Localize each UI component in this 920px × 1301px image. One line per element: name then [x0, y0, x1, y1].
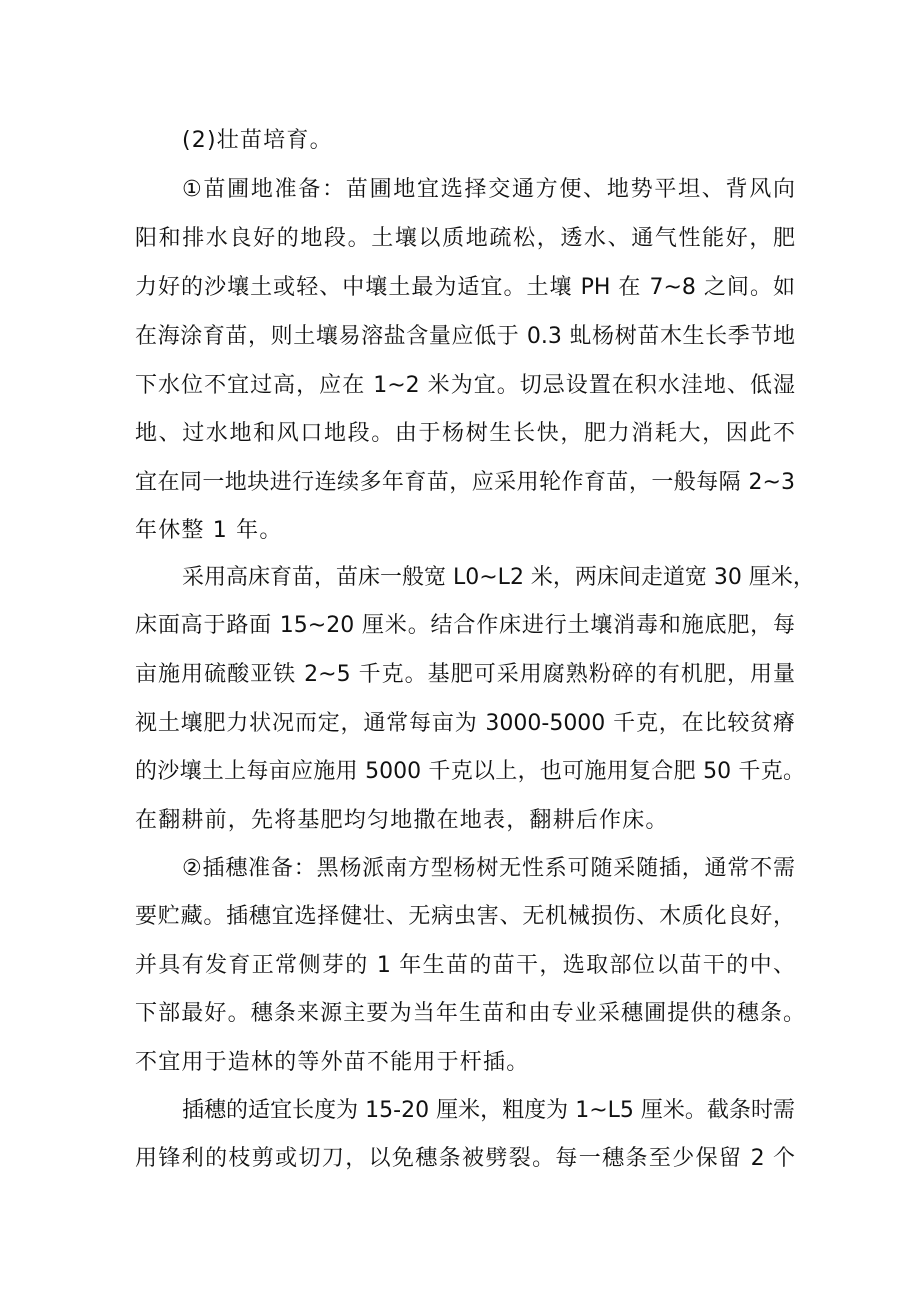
paragraph-line: 下部最好。穗条来源主要为当年生苗和由专业采穗圃提供的穗条。 — [135, 1001, 805, 1026]
paragraph-line: 年休整 1 年。 — [135, 518, 283, 543]
paragraph-line: ②插穗准备：黑杨派南方型杨树无性系可随采随插，通常不需 — [182, 856, 795, 881]
paragraph-line: 在翻耕前，先将基肥均匀地撒在地表，翻耕后作床。 — [135, 808, 669, 833]
paragraph-line: 的沙壤土上每亩应施用 5000 千克以上，也可施用复合肥 50 千克。 — [135, 759, 805, 784]
paragraph-line: 地、过水地和风口地段。由于杨树生长快，肥力消耗大，因此不 — [135, 421, 795, 446]
paragraph-line: 并具有发育正常侧芽的 1 年生苗的苗干，选取部位以苗干的中、 — [135, 953, 795, 978]
paragraph-line: 床面高于路面 15~20 厘米。结合作床进行土壤消毒和施底肥，每 — [135, 613, 795, 638]
paragraph-line: 在海涂育苗，则土壤易溶盐含量应低于 0.3 虬杨树苗木生长季节地 — [135, 324, 795, 349]
paragraph-line: 插穗的适宜长度为 15-20 厘米，粗度为 1~L5 厘米。截条时需 — [182, 1098, 795, 1123]
paragraph-line: 下水位不宜过高，应在 1~2 米为宜。切忌设置在积水洼地、低湿 — [135, 373, 795, 398]
paragraph-line: 采用高床育苗，苗床一般宽 L0~L2 米，两床间走道宽 30 厘米， — [182, 565, 815, 590]
paragraph-line: 力好的沙壤土或轻、中壤土最为适宜。土壤 PH 在 7~8 之间。如 — [135, 275, 795, 300]
paragraph-line: 视土壤肥力状况而定，通常每亩为 3000-5000 千克，在比较贫瘠 — [135, 711, 795, 736]
section-heading: (2)壮苗培育。 — [182, 128, 333, 153]
paragraph-line: ①苗圃地准备：苗圃地宜选择交通方便、地势平坦、背风向 — [182, 177, 795, 202]
paragraph-line: 不宜用于造林的等外苗不能用于杆插。 — [135, 1050, 530, 1075]
paragraph-line: 要贮藏。插穗宜选择健壮、无病虫害、无机械损伤、木质化良好， — [135, 904, 795, 929]
paragraph-line: 用锋利的枝剪或切刀，以免穗条被劈裂。每一穗条至少保留 2 个 — [135, 1146, 795, 1171]
paragraph-line: 阳和排水良好的地段。土壤以质地疏松，透水、通气性能好，肥 — [135, 226, 795, 251]
paragraph-line: 宜在同一地块进行连续多年育苗，应采用轮作育苗，一般每隔 2~3 — [135, 470, 795, 495]
paragraph-line: 亩施用硫酸亚铁 2~5 千克。基肥可采用腐熟粉碎的有机肥，用量 — [135, 662, 795, 687]
